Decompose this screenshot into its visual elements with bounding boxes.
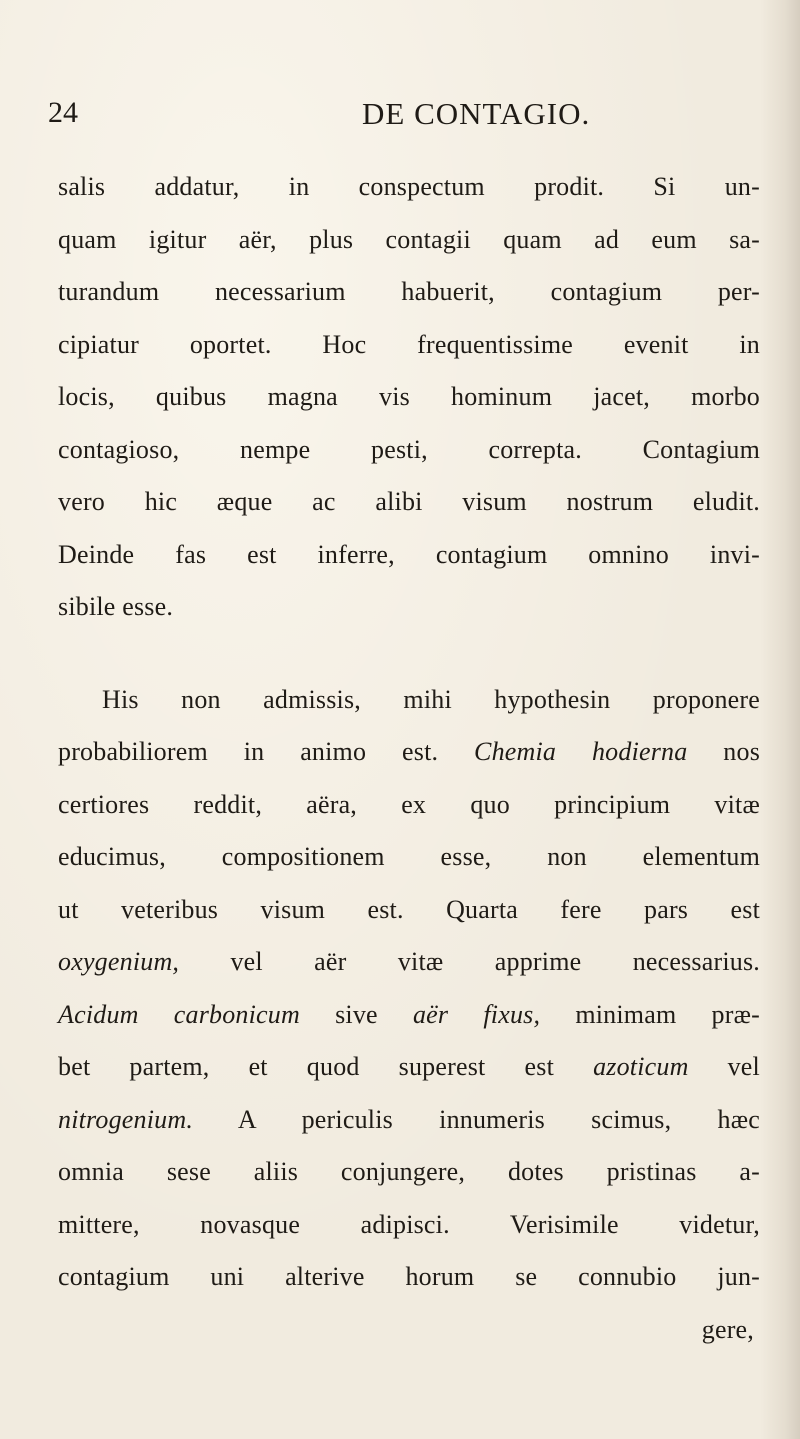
text-span: vel bbox=[688, 1052, 760, 1081]
text-line: contagium uni alterive horum se connubio jun- bbox=[58, 1262, 760, 1291]
text-line: Deinde fas est inferre, contagium omnino invi- bbox=[58, 539, 760, 569]
text-span: bet partem, et quod superest est bbox=[58, 1052, 594, 1081]
text-line bbox=[58, 1050, 760, 1084]
text-line: vero hic æque ac alibi visum nostrum eludit. bbox=[58, 487, 760, 516]
text-span: A periculis innumeris scimus, hæc bbox=[193, 1104, 760, 1134]
page-header bbox=[0, 96, 800, 146]
catchword: gere, bbox=[701, 1314, 754, 1344]
text-line: ut veteribus visum est. Quarta fere pars est bbox=[58, 894, 760, 924]
italic-term: azoticum bbox=[593, 1052, 689, 1081]
text-line: turandum necessarium habuerit, contagium per- bbox=[58, 277, 760, 306]
text-span: minimam præ- bbox=[540, 999, 760, 1029]
running-title: DE CONTAGIO. bbox=[362, 96, 591, 131]
italic-term: Chemia hodierna bbox=[474, 737, 688, 766]
italic-term: nitrogenium. bbox=[58, 1104, 194, 1134]
text-line: quam igitur aër, plus contagii quam ad eum sa- bbox=[58, 224, 760, 254]
text-line: certiores reddit, aëra, ex quo principium vitæ bbox=[58, 789, 760, 819]
text-line: His non admissis, mihi hypothesin proponere bbox=[102, 684, 760, 714]
text-line: omnia sese aliis conjungere, dotes pristinas a- bbox=[58, 1157, 760, 1186]
text-line bbox=[58, 998, 760, 1032]
italic-term: oxygenium, bbox=[58, 947, 180, 976]
text-span: sive bbox=[299, 999, 413, 1029]
text-span: probabiliorem in animo est. bbox=[58, 737, 475, 766]
text-line bbox=[58, 945, 760, 979]
text-line: locis, quibus magna vis hominum jacet, morbo bbox=[58, 382, 760, 411]
text-line: sibile esse. bbox=[58, 592, 174, 621]
italic-term: Acidum carbonicum bbox=[58, 999, 300, 1029]
text-line: cipiatur oportet. Hoc frequentissime evenit in bbox=[58, 329, 760, 359]
text-span: nos bbox=[687, 737, 761, 766]
text-line: salis addatur, in conspectum prodit. Si un- bbox=[58, 172, 760, 201]
text-line: mittere, novasque adipisci. Verisimile videtur, bbox=[58, 1209, 760, 1239]
text-span: vel aër vitæ apprime necessarius. bbox=[179, 947, 760, 976]
page-number: 24 bbox=[48, 96, 78, 129]
text-line: contagioso, nempe pesti, correpta. Contagium bbox=[58, 434, 760, 464]
italic-term: aër fixus, bbox=[412, 999, 541, 1029]
text-line: educimus, compositionem esse, non elementum bbox=[58, 842, 760, 871]
text-line bbox=[58, 1103, 760, 1137]
text-line bbox=[58, 735, 760, 769]
